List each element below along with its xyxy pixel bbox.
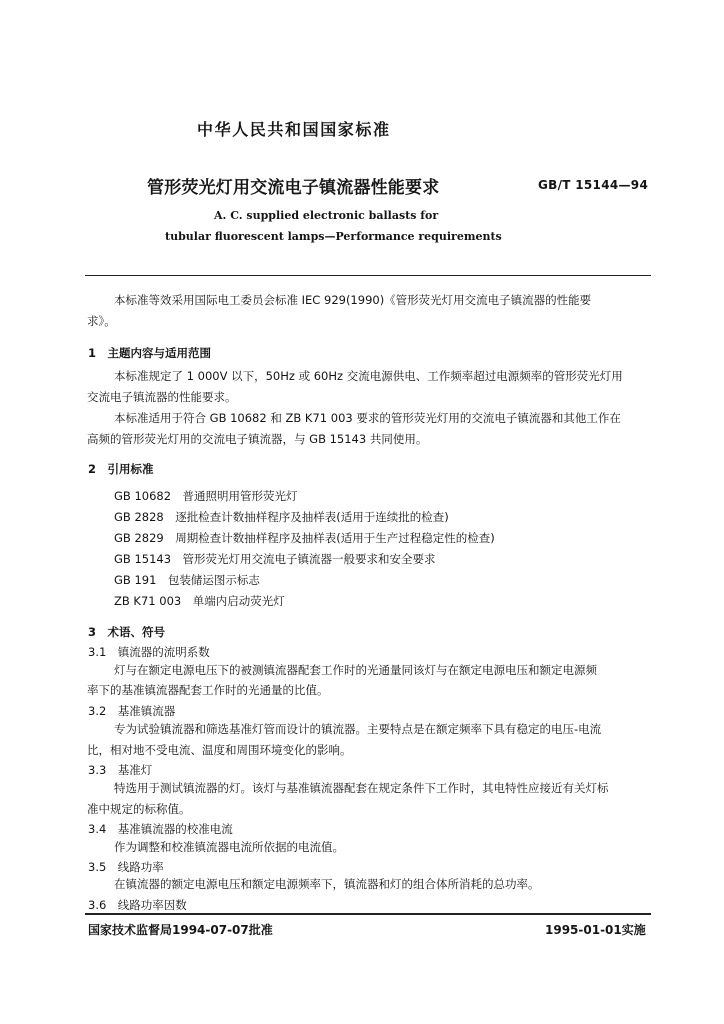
approval-text: 国家技术监督局1994-07-07批准 <box>88 923 273 937</box>
clause-3-1-heading: 3.1 镇流器的流明系数 <box>88 645 210 659</box>
section1-heading: 1 主题内容与适用范围 <box>88 346 212 360</box>
standard-org: 中华人民共和国国家标准 <box>197 120 391 139</box>
document-title: 管形荧光灯用交流电子镇流器性能要求 <box>147 178 440 198</box>
clause-3-2-line2: 比，相对地不受电流、温度和周围环境变化的影响。 <box>87 743 352 757</box>
clause-3-1-line2: 率下的基准镇流器配套工作时的光通量的比值。 <box>87 683 329 697</box>
standard-code: GB/T 15144—94 <box>538 178 649 192</box>
clause-3-4-heading: 3.4 基准镇流器的校准电流 <box>88 822 233 836</box>
section2-heading: 2 引用标准 <box>88 462 154 476</box>
clause-3-6-heading: 3.6 线路功率因数 <box>88 898 187 912</box>
clause-3-1-line1: 灯与在额定电源电压下的被测镇流器配套工作时的光通量同该灯与在额定电源电压和额定电源频 <box>114 663 597 677</box>
ref-item: GB 15143 管形荧光灯用交流电子镇流器一般要求和安全要求 <box>114 552 436 566</box>
clause-3-5-line1: 在镇流器的额定电源电压和额定电源频率下，镇流器和灯的组合体所消耗的总功率。 <box>114 877 540 891</box>
ref-item: GB 2828 逐批检查计数抽样程序及抽样表(适用于连续批的检查) <box>114 510 449 524</box>
intro-line2: 求》。 <box>87 314 116 328</box>
english-title-line1: A. C. supplied electronic ballasts for <box>214 209 439 222</box>
footer-rule <box>85 913 651 915</box>
section1-p1-line1: 本标准规定了 1 000V 以下，50Hz 或 60Hz 交流电源供电、工作频率超过电源频率的管形荧光灯用 <box>114 369 623 383</box>
ref-item: ZB K71 003 单端内启动荧光灯 <box>114 594 285 608</box>
ref-item: GB 191 包装储运图示标志 <box>114 573 260 587</box>
clause-3-3-heading: 3.3 基准灯 <box>88 763 153 777</box>
ref-item: GB 10682 普通照明用管形荧光灯 <box>114 489 298 503</box>
effective-date: 1995-01-01实施 <box>545 923 646 937</box>
section3-heading: 3 术语、符号 <box>88 625 166 639</box>
section1-p1-line2: 交流电子镇流器的性能要求。 <box>87 390 237 404</box>
header-rule <box>85 275 651 276</box>
intro-line1: 本标准等效采用国际电工委员会标准 IEC 929(1990)《管形荧光灯用交流电子镇流器的性能要 <box>114 293 592 307</box>
section1-p2-line2: 高频的管形荧光灯用的交流电子镇流器，与 GB 15143 共同使用。 <box>87 432 428 446</box>
clause-3-3-line1: 特选用于测试镇流器的灯。该灯与基准镇流器配套在规定条件下工作时，其电特性应接近有关灯标 <box>114 781 609 795</box>
english-title-line2: tubular fluorescent lamps—Performance requirements <box>165 230 502 243</box>
clause-3-4-line1: 作为调整和校准镇流器电流所依据的电流值。 <box>114 840 344 854</box>
clause-3-5-heading: 3.5 线路功率 <box>88 860 164 874</box>
clause-3-2-heading: 3.2 基准镇流器 <box>88 704 176 718</box>
ref-item: GB 2829 周期检查计数抽样程序及抽样表(适用于生产过程稳定性的检查) <box>114 531 495 545</box>
clause-3-2-line1: 专为试验镇流器和筛选基准灯管而设计的镇流器。主要特点是在额定频率下具有稳定的电压-电流 <box>114 722 602 736</box>
section1-p2-line1: 本标准适用于符合 GB 10682 和 ZB K71 003 要求的管形荧光灯用的交流电子镇流器和其他工作在 <box>114 411 621 425</box>
clause-3-3-line2: 准中规定的标称值。 <box>87 802 191 816</box>
